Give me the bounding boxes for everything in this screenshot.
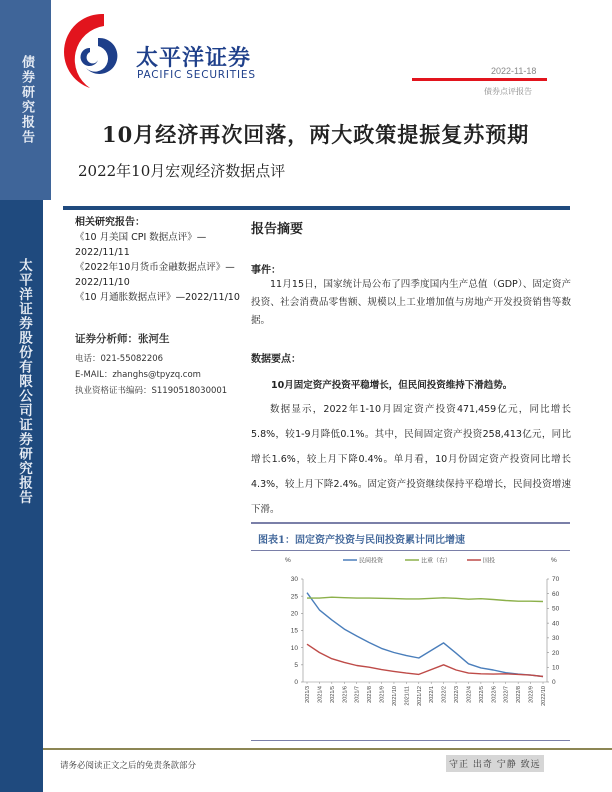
svg-text:2021/5: 2021/5	[329, 686, 336, 703]
svg-text:2022/6: 2022/6	[491, 686, 498, 703]
svg-text:20: 20	[290, 610, 298, 618]
svg-text:2022/8: 2022/8	[516, 686, 523, 703]
svg-text:2021/3: 2021/3	[305, 686, 311, 703]
brand-name-en: PACIFIC SECURITIES	[137, 69, 256, 81]
header-red-divider	[412, 78, 547, 81]
point1-title: 10月固定资产投资平稳增长，但民间投资维持下滑趋势。	[271, 380, 513, 391]
svg-text:2021/10: 2021/10	[391, 686, 398, 706]
sidebar-company-label: 太平洋证券股份有限公司证券研究报告	[16, 258, 32, 505]
event-paragraph: 11月15日，国家统计局公布了四季度国内生产总值（GDP）、固定资产投资、社会消费品零售额、规模以上工业增加值与房地产开发投资销售等数据。	[251, 279, 571, 326]
svg-text:0: 0	[552, 679, 556, 687]
svg-text:%: %	[551, 557, 557, 564]
svg-text:30: 30	[290, 576, 298, 584]
svg-text:70: 70	[552, 576, 560, 584]
svg-text:2022/7: 2022/7	[503, 686, 510, 703]
point1-paragraph: 数据显示，2022年1-10月固定资产投资471,459亿元，同比增长5.8%，较1-9月降低0.1%。其中，民间固定资产投资258,413亿元，同比增长1.6%，较上月下降0.4%。单月看，10月份固定资产投资同比增长4.3%，较上月下降2.4%。固定资产投资继续保持平稳增长，民间投资增速下滑。	[251, 404, 571, 515]
page-title: 10月经济再次回落，两大政策提振复苏预期	[102, 122, 530, 147]
left-column	[75, 215, 245, 399]
svg-text:60: 60	[552, 590, 560, 598]
analyst-phone: 电话：021-55082206	[75, 354, 164, 364]
figure-top-rule	[251, 522, 570, 524]
svg-text:%: %	[285, 557, 291, 564]
svg-text:2022/1: 2022/1	[429, 686, 436, 703]
page-subtitle: 2022年10月宏观经济数据点评	[78, 162, 286, 180]
svg-text:15: 15	[290, 627, 298, 635]
footer-motto: 守正 出奇 宁静 致远	[446, 755, 544, 772]
svg-text:2022/5: 2022/5	[478, 686, 485, 703]
analyst-heading: 证券分析师：张河生	[75, 333, 170, 345]
footer-divider	[43, 748, 612, 750]
related-report-link[interactable]: 《10 月通胀数据点评》—2022/11/10	[75, 292, 240, 303]
pacific-securities-logo-icon	[62, 12, 122, 90]
svg-text:比重（右）: 比重（右）	[421, 557, 452, 565]
svg-text:2021/11: 2021/11	[404, 686, 411, 706]
svg-text:2022/4: 2022/4	[466, 686, 473, 703]
svg-text:2021/4: 2021/4	[317, 686, 324, 703]
svg-text:5: 5	[294, 662, 298, 670]
svg-text:国投: 国投	[483, 557, 496, 565]
event-heading: 事件：	[251, 265, 281, 276]
analyst-info	[75, 331, 245, 399]
title-divider	[63, 206, 570, 210]
figure-title: 图表1：固定资产投资与民间投资累计同比增速	[258, 535, 465, 546]
report-date: 2022-11-18	[491, 66, 537, 76]
svg-text:25: 25	[290, 593, 298, 601]
data-points-heading: 数据要点：	[251, 354, 301, 365]
svg-text:2021/8: 2021/8	[367, 686, 374, 703]
svg-text:2021/9: 2021/9	[379, 686, 386, 703]
brand-name-cn: 太平洋证券	[136, 46, 252, 71]
svg-text:2021/12: 2021/12	[416, 686, 423, 706]
svg-text:40: 40	[552, 620, 560, 628]
report-type: 债券点评报告	[484, 87, 532, 96]
svg-text:50: 50	[552, 605, 560, 613]
main-column	[251, 218, 571, 522]
svg-text:民间投资: 民间投资	[359, 557, 384, 565]
svg-text:10: 10	[290, 644, 298, 652]
svg-text:30: 30	[552, 635, 560, 643]
svg-text:2021/7: 2021/7	[354, 686, 361, 703]
related-report-link[interactable]: 《10 月美国 CPI 数据点评》—2022/11/11	[75, 232, 207, 258]
svg-text:2022/2: 2022/2	[441, 686, 448, 703]
svg-text:2022/10: 2022/10	[541, 686, 547, 706]
svg-text:10: 10	[552, 664, 560, 672]
summary-heading: 报告摘要	[251, 222, 304, 237]
svg-text:2021/6: 2021/6	[342, 686, 349, 703]
investment-growth-line-chart	[251, 552, 571, 740]
svg-text:2022/3: 2022/3	[454, 686, 461, 703]
related-report-link[interactable]: 《2022年10月货币金融数据点评》—2022/11/10	[75, 262, 235, 288]
svg-text:2022/9: 2022/9	[528, 686, 535, 703]
figure-title-rule	[251, 550, 570, 551]
sidebar-report-category: 债券研究报告	[19, 55, 34, 145]
svg-text:0: 0	[294, 679, 298, 687]
related-reports-heading: 相关研究报告：	[75, 217, 145, 228]
analyst-email[interactable]: E-MAIL：zhanghs@tpyzq.com	[75, 370, 201, 380]
svg-text:20: 20	[552, 649, 560, 657]
analyst-license: 执业资格证书编码：S1190518030001	[75, 386, 228, 396]
footer-disclaimer[interactable]: 请务必阅读正文之后的免责条款部分	[60, 761, 197, 771]
figure-bottom-rule	[251, 740, 570, 741]
